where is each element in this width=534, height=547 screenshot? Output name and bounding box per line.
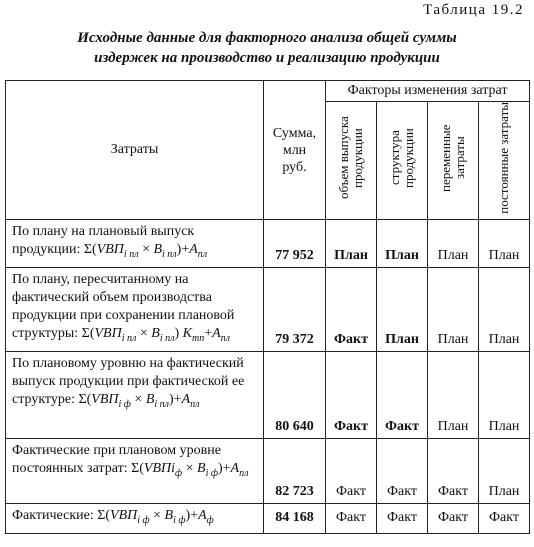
header-col-structure-text: структура продукции [387,128,416,188]
factor-cell: План [326,220,377,268]
row-formula: Σ(VBПi$_ф$ × $B_{i ф})+A_{пл}$ [131,460,249,479]
factor-cell: Факт [326,351,377,438]
table-row [6,220,530,268]
factor-cell: Факт [428,503,479,533]
factor-cell: План [377,220,428,268]
header-col-volume-text: объем выпуска продукции [336,116,365,200]
row-label-text: По плану на плановый выпуск продукции: [12,224,195,257]
row-sum: 80 640 [264,351,326,438]
header-col-structure [377,102,428,220]
table-caption [0,28,534,68]
row-label-text: По плановому уровню на фактический выпуск продукции при фактической ее структуре: [12,355,245,407]
header-col-fixed [479,102,530,220]
row-sum: 84 168 [264,503,326,533]
row-sum: 82 723 [264,438,326,503]
factor-cell: План [479,351,530,438]
factor-cell: Факт [326,503,377,533]
factor-cell: Факт [428,438,479,503]
table-row [6,438,530,503]
row-formula: $\Sigma(VBП_{i ф} \times B_{i ф})+A_ф$ [97,507,214,526]
header-sum-line1: Сумма, [272,125,317,141]
header-sum-line2: млн [282,142,307,158]
row-sum: 79 372 [264,267,326,351]
factor-cell: План [479,220,530,268]
factor-cell: Факт [326,438,377,503]
caption-line-1: Исходные данные для факторного анализа общей суммы [77,30,457,46]
row-label [6,220,264,268]
row-label [6,503,264,533]
factor-cell: План [479,438,530,503]
row-label-text: Фактические при плановом уровне постоянных затрат: [12,442,221,476]
caption-line-2: издержек на производство и реализацию продукции [94,50,440,66]
header-sum [264,81,326,220]
header-col-volume [326,102,377,220]
header-factors: Факторы изменения затрат [326,81,530,102]
row-formula: $\Sigma(VBП_{i пл} \times B_{i пл})$ $K_{тп}+A_{пл}$ [81,325,231,344]
factor-cell: Факт [326,267,377,351]
factor-cell: Факт [377,503,428,533]
table-number: Таблица 19.2 [423,2,524,18]
row-label [6,438,264,503]
row-label-text: Фактические: [12,507,94,523]
factor-cell: План [428,351,479,438]
header-zatraty: Затраты [6,81,264,220]
factor-cell: Факт [377,351,428,438]
factor-cell: План [479,267,530,351]
table-row [6,503,530,533]
table-row [6,267,530,351]
row-label [6,351,264,438]
factor-analysis-table [5,80,530,534]
row-label [6,267,264,351]
header-sum-line3: руб. [282,159,307,175]
header-col-variable [428,102,479,220]
table-row [6,351,530,438]
factor-cell: План [377,267,428,351]
factor-cell: Факт [479,503,530,533]
header-col-fixed-text: постоянные затраты [496,102,512,214]
header-col-variable-text: переменные затраты [438,124,467,192]
factor-cell: План [428,267,479,351]
factor-cell: План [428,220,479,268]
row-formula: $\Sigma(VBП_{i пл} \times B_{i пл})+A_{пл}$ [83,242,208,260]
row-formula: $\Sigma(VBП_{i ф} \times B_{i пл})+A_{пл}$ [78,391,200,410]
row-label-text: По плану, пересчитанному на фактический объем производства продукции при сохранении плановой структуры: [12,271,235,341]
factor-cell: Факт [377,438,428,503]
row-sum: 77 952 [264,220,326,268]
